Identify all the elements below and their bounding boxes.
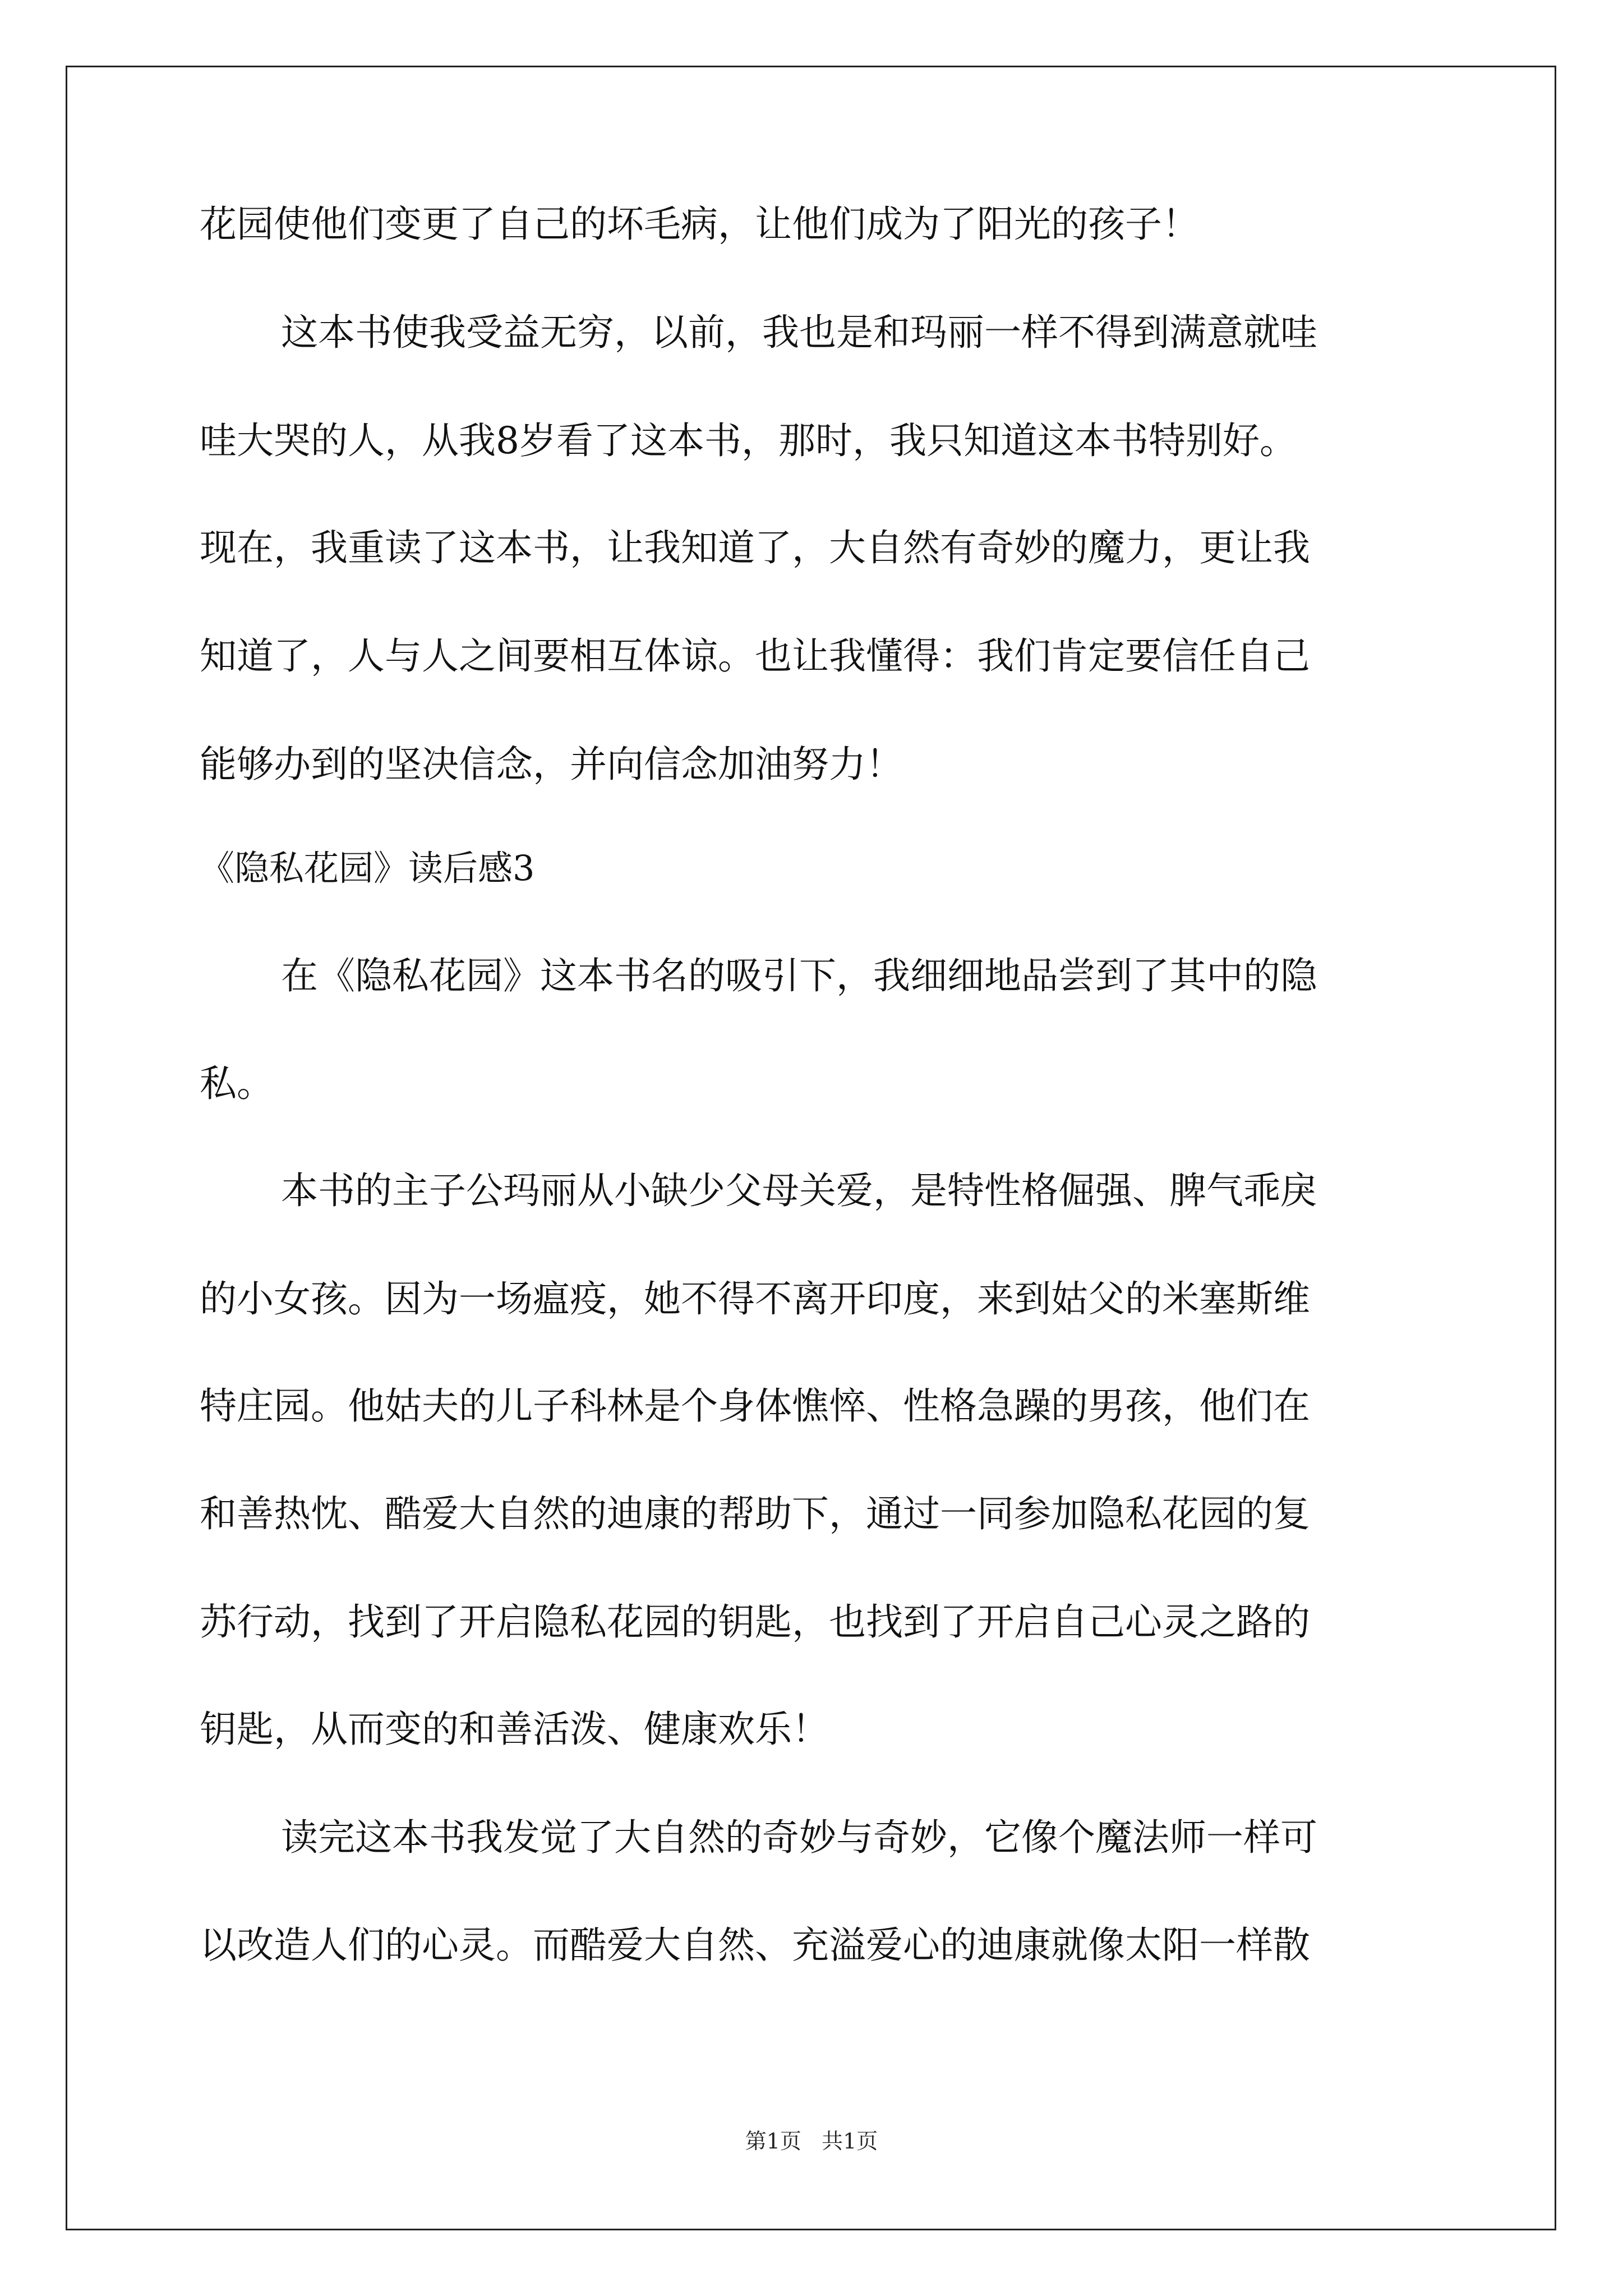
section-heading: 《隐私花园》读后感3 xyxy=(200,848,535,889)
text-line: 哇大哭的人，从我8岁看了这本书，那时，我只知道这本书特别好。 xyxy=(200,419,1297,462)
text-line: 能够办到的坚决信念，并向信念加油努力！ xyxy=(200,743,903,786)
paragraph-start: 在《隐私花园》这本书名的吸引下，我细细地品尝到了其中的隐 xyxy=(281,954,1317,997)
text-line: 钥匙，从而变的和善活泼、健康欢乐！ xyxy=(200,1708,829,1751)
paragraph-start: 本书的主子公玛丽从小缺少父母关爱，是特性格倔强、脾气乖戾 xyxy=(281,1169,1317,1212)
text-line: 现在，我重读了这本书，让我知道了，大自然有奇妙的魔力，更让我 xyxy=(200,526,1310,569)
text-line: 苏行动，找到了开启隐私花园的钥匙，也找到了开启自己心灵之路的 xyxy=(200,1600,1310,1644)
text-line: 和善热忱、酷爱大自然的迪康的帮助下，通过一同参加隐私花园的复 xyxy=(200,1492,1310,1535)
text-line: 花园使他们变更了自己的坏毛病，让他们成为了阳光的孩子！ xyxy=(200,203,1199,246)
paragraph-start: 这本书使我受益无穷，以前，我也是和玛丽一样不得到满意就哇 xyxy=(281,311,1317,354)
text-line: 知道了，人与人之间要相互体谅。也让我懂得：我们肯定要信任自己 xyxy=(200,634,1310,678)
text-line: 的小女孩。因为一场瘟疫，她不得不离开印度，来到姑父的米塞斯维 xyxy=(200,1277,1310,1320)
text-line: 以改造人们的心灵。而酷爱大自然、充溢爱心的迪康就像太阳一样散 xyxy=(200,1924,1310,1967)
text-line: 特庄园。他姑夫的儿子科林是个身体憔悴、性格急躁的男孩，他们在 xyxy=(200,1384,1310,1428)
page-footer: 第1页 共1页 xyxy=(745,2129,878,2154)
page-border xyxy=(66,66,1556,2230)
paragraph-start: 读完这本书我发觉了大自然的奇妙与奇妙，它像个魔法师一样可 xyxy=(281,1816,1317,1859)
text-line: 私。 xyxy=(200,1062,274,1105)
